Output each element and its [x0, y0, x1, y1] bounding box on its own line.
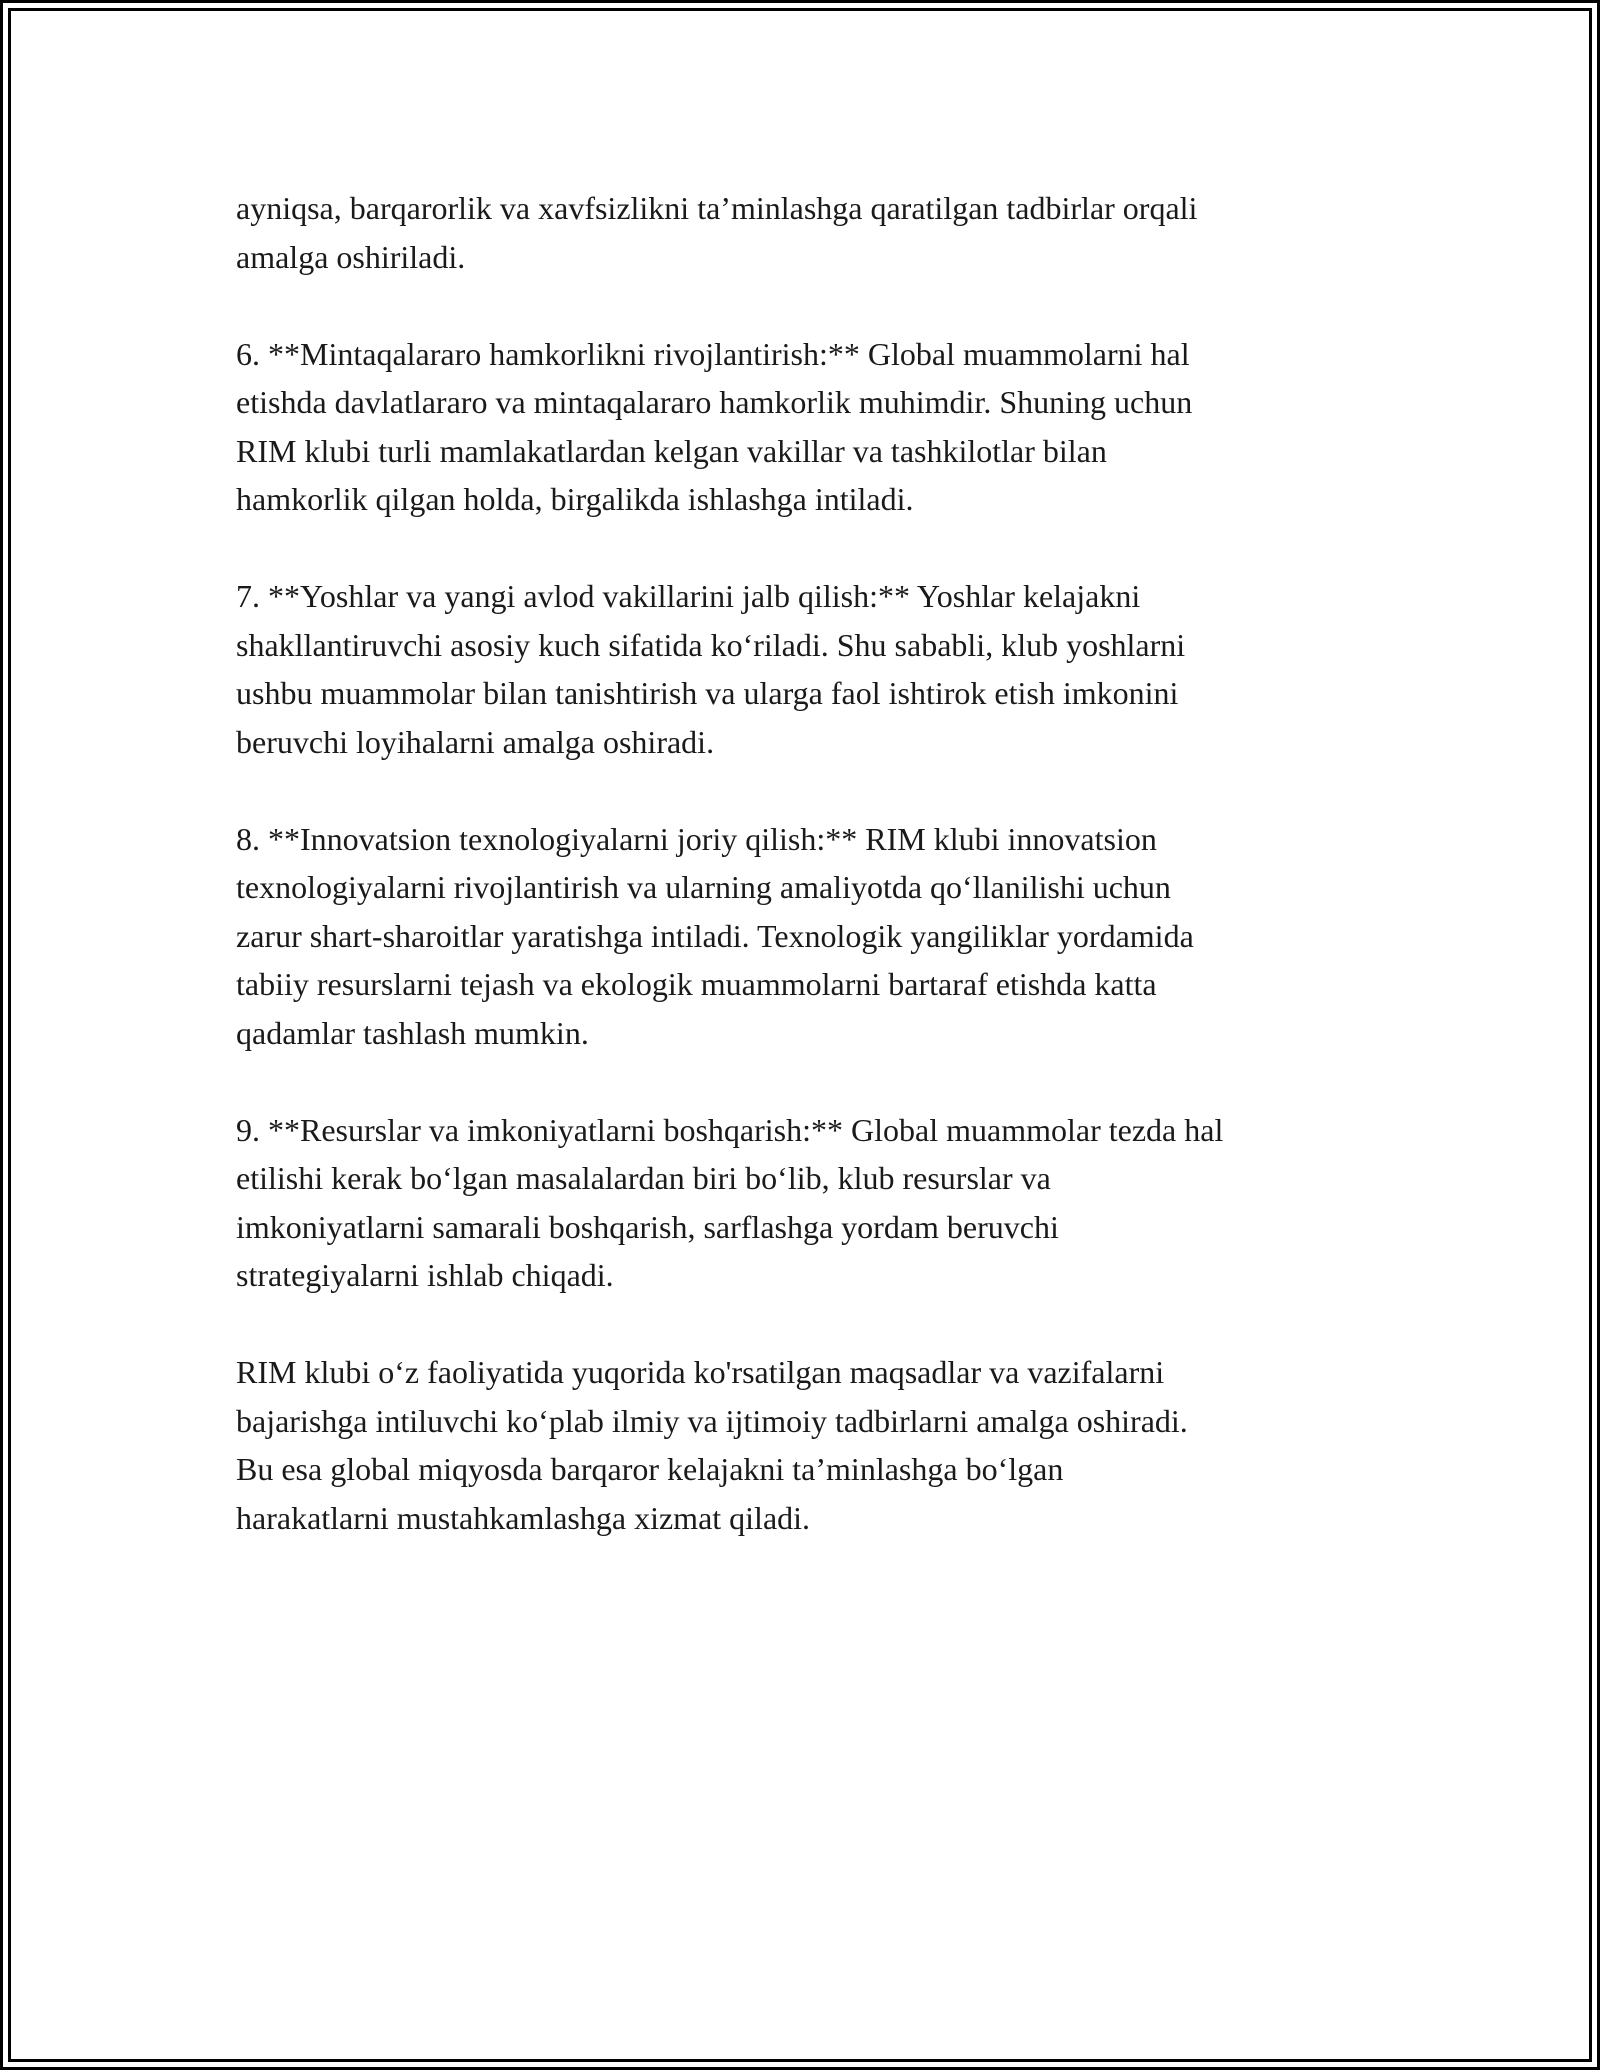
paragraph-item-8: 8. **Innovatsion texnologiyalarni joriy qilish:** RIM klubi innovatsion texnologiyalarni rivojlantirish va ularning amaliyotda qoʻllanilishi uchun zarur shart-sharoitlar yaratishga intiladi. Texnologik yangiliklar yordamida tabiiy resurslarni tejash va ekologik muammolarni bartaraf etishda katta qadamlar tashlash mumkin. [236, 820, 1194, 1051]
paragraph-item-7: 7. **Yoshlar va yangi avlod vakillarini jalb qilish:** Yoshlar kelajakni shakllantiruvchi asosiy kuch sifatida koʻriladi. Shu sababli, klub yoshlarni ushbu muammolar bilan tanishtirish va ularga faol ishtirok etish imkonini beruvchi loyihalarni amalga oshiradi. [236, 578, 1186, 760]
paragraph-conclusion: RIM klubi oʻz faoliyatida yuqorida ko'rsatilgan maqsadlar va vazifalarni bajarishga intiluvchi koʻplab ilmiy va ijtimoiy tadbirlarni amalga oshiradi. Bu esa global miqyosda barqaror kelajakni ta’minlashga boʻlgan harakatlarni mustahkamlashga xizmat qiladi. [236, 1354, 1188, 1536]
document-body [236, 184, 1386, 1591]
paragraph-item-6: 6. **Mintaqalararo hamkorlikni rivojlantirish:** Global muammolarni hal etishda davlatlararo va mintaqalararo hamkorlik muhimdir. Shuning uchun RIM klubi turli mamlakatlardan kelgan vakillar va tashkilotlar bilan hamkorlik qilgan holda, birgalikda ishlashga intiladi. [236, 335, 1193, 517]
paragraph-item-9: 9. **Resurslar va imkoniyatlarni boshqarish:** Global muammolar tezda hal etilishi kerak boʻlgan masalalardan biri boʻlib, klub resurslar va imkoniyatlarni samarali boshqarish, sarflashga yordam beruvchi strategiyalarni ishlab chiqadi. [236, 1111, 1224, 1293]
paragraph-continuation: ayniqsa, barqarorlik va xavfsizlikni ta’minlashga qaratilgan tadbirlar orqali amalga oshiriladi. [236, 190, 1198, 275]
